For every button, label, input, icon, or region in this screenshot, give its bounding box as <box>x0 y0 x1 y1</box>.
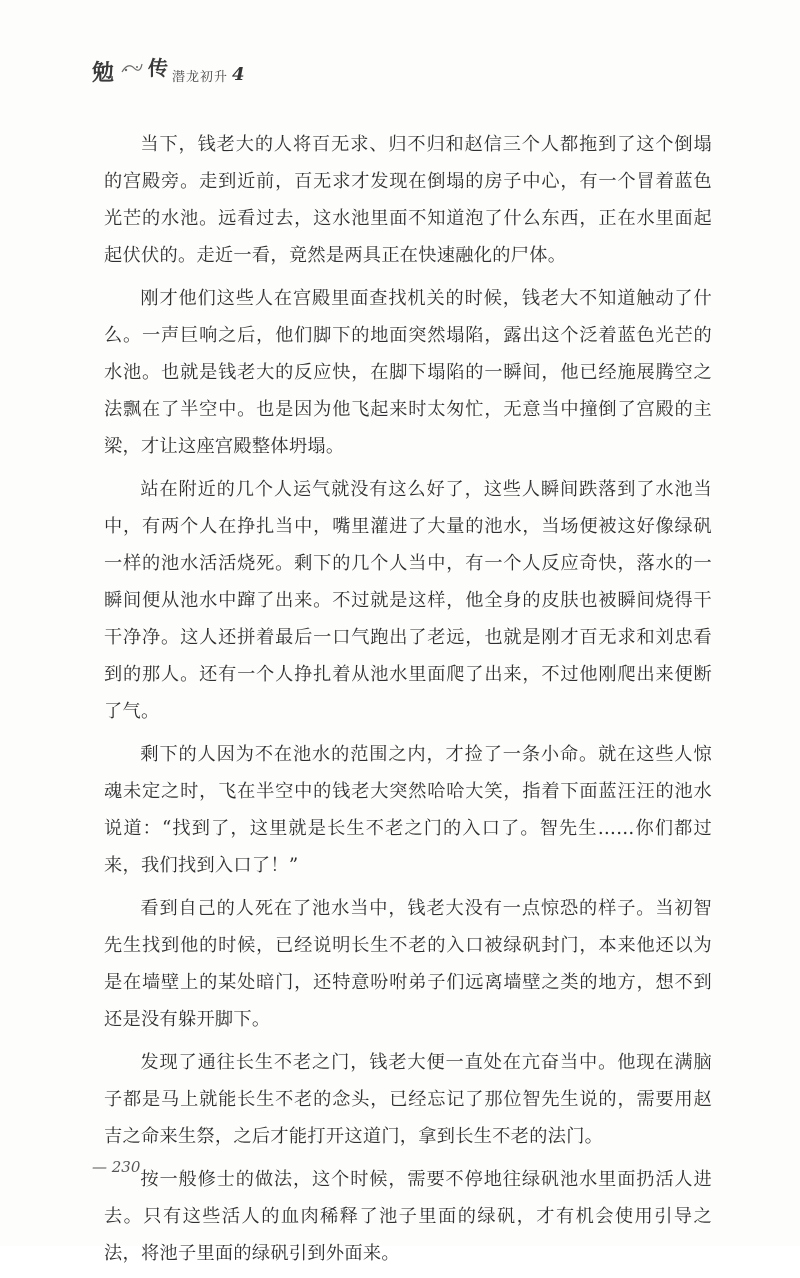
paragraph: 站在附近的几个人运气就没有这么好了，这些人瞬间跌落到了水池当中，有两个人在挣扎当中，嘴里灌进了大量的池水，当场便被这好像绿矾一样的池水活活烧死。剩下的几个人当中，有一个人反应奇快，落水的一瞬间便从池水中蹿了出来。不过就是这样，他全身的皮肤也被瞬间烧得干干净净。这人还拼着最后一口气跑出了老远，也就是刚才百无求和刘忠看到的那人。还有一个人挣扎着从池水里面爬了出来，不过他刚爬出来便断了气。 <box>104 479 712 722</box>
paragraph: 刚才他们这些人在宫殿里面查找机关的时候，钱老大不知道触动了什么。一声巨响之后，他们脚下的地面突然塌陷，露出这个泛着蓝色光芒的水池。也就是钱老大的反应快，在脚下塌陷的一瞬间，他已经施展腾空之法飘在了半空中。也是因为他飞起来时太匆忙，无意当中撞倒了宫殿的主梁，才让这座宫殿整体坍塌。 <box>104 288 712 457</box>
page-number: — 230 <box>92 1158 141 1176</box>
header-title-char-2: 传 <box>148 56 168 80</box>
paragraph: 当下，钱老大的人将百无求、归不归和赵信三个人都拖到了这个倒塌的宫殿旁。走到近前，百无求才发现在倒塌的房子中心，有一个冒着蓝色光芒的水池。远看过去，这水池里面不知道泡了什么东西，正在水里面起起伏伏的。走近一看，竟然是两具正在快速融化的尸体。 <box>104 134 712 266</box>
running-header <box>92 44 392 104</box>
header-title-char-1: 勉 <box>92 60 115 86</box>
header-ornament-icon <box>120 58 144 78</box>
paragraph: 剩下的人因为不在池水的范围之内，才捡了一条小命。就在这些人惊魂未定之时，飞在半空中的钱老大突然哈哈大笑，指着下面蓝汪汪的池水说道：“找到了，这里就是长生不老之门的入口了。智先生……你们都过来，我们找到入口了！” <box>104 744 712 876</box>
paragraph: 按一般修士的做法，这个时候，需要不停地往绿矾池水里面扔活人进去。只有这些活人的血肉稀释了池子里面的绿矾，才有机会使用引导之法，将池子里面的绿矾引到外面来。 <box>104 1169 712 1264</box>
header-subtitle: 潜龙初升 <box>172 70 229 85</box>
paragraph: 发现了通往长生不老之门，钱老大便一直处在亢奋当中。他现在满脑子都是马上就能长生不老的念头，已经忘记了那位智先生说的，需要用赵吉之命来生祭，之后才能打开这道门，拿到长生不老的法门。 <box>104 1052 712 1147</box>
body-text <box>104 126 712 1278</box>
paragraph: 看到自己的人死在了池水当中，钱老大没有一点惊恐的样子。当初智先生找到他的时候，已经说明长生不老的入口被绿矾封门，本来他还以为是在墙壁上的某处暗门，还特意吩咐弟子们远离墙壁之类的地方，想不到还是没有躲开脚下。 <box>104 898 712 1030</box>
header-volume-number: 4 <box>232 64 245 85</box>
